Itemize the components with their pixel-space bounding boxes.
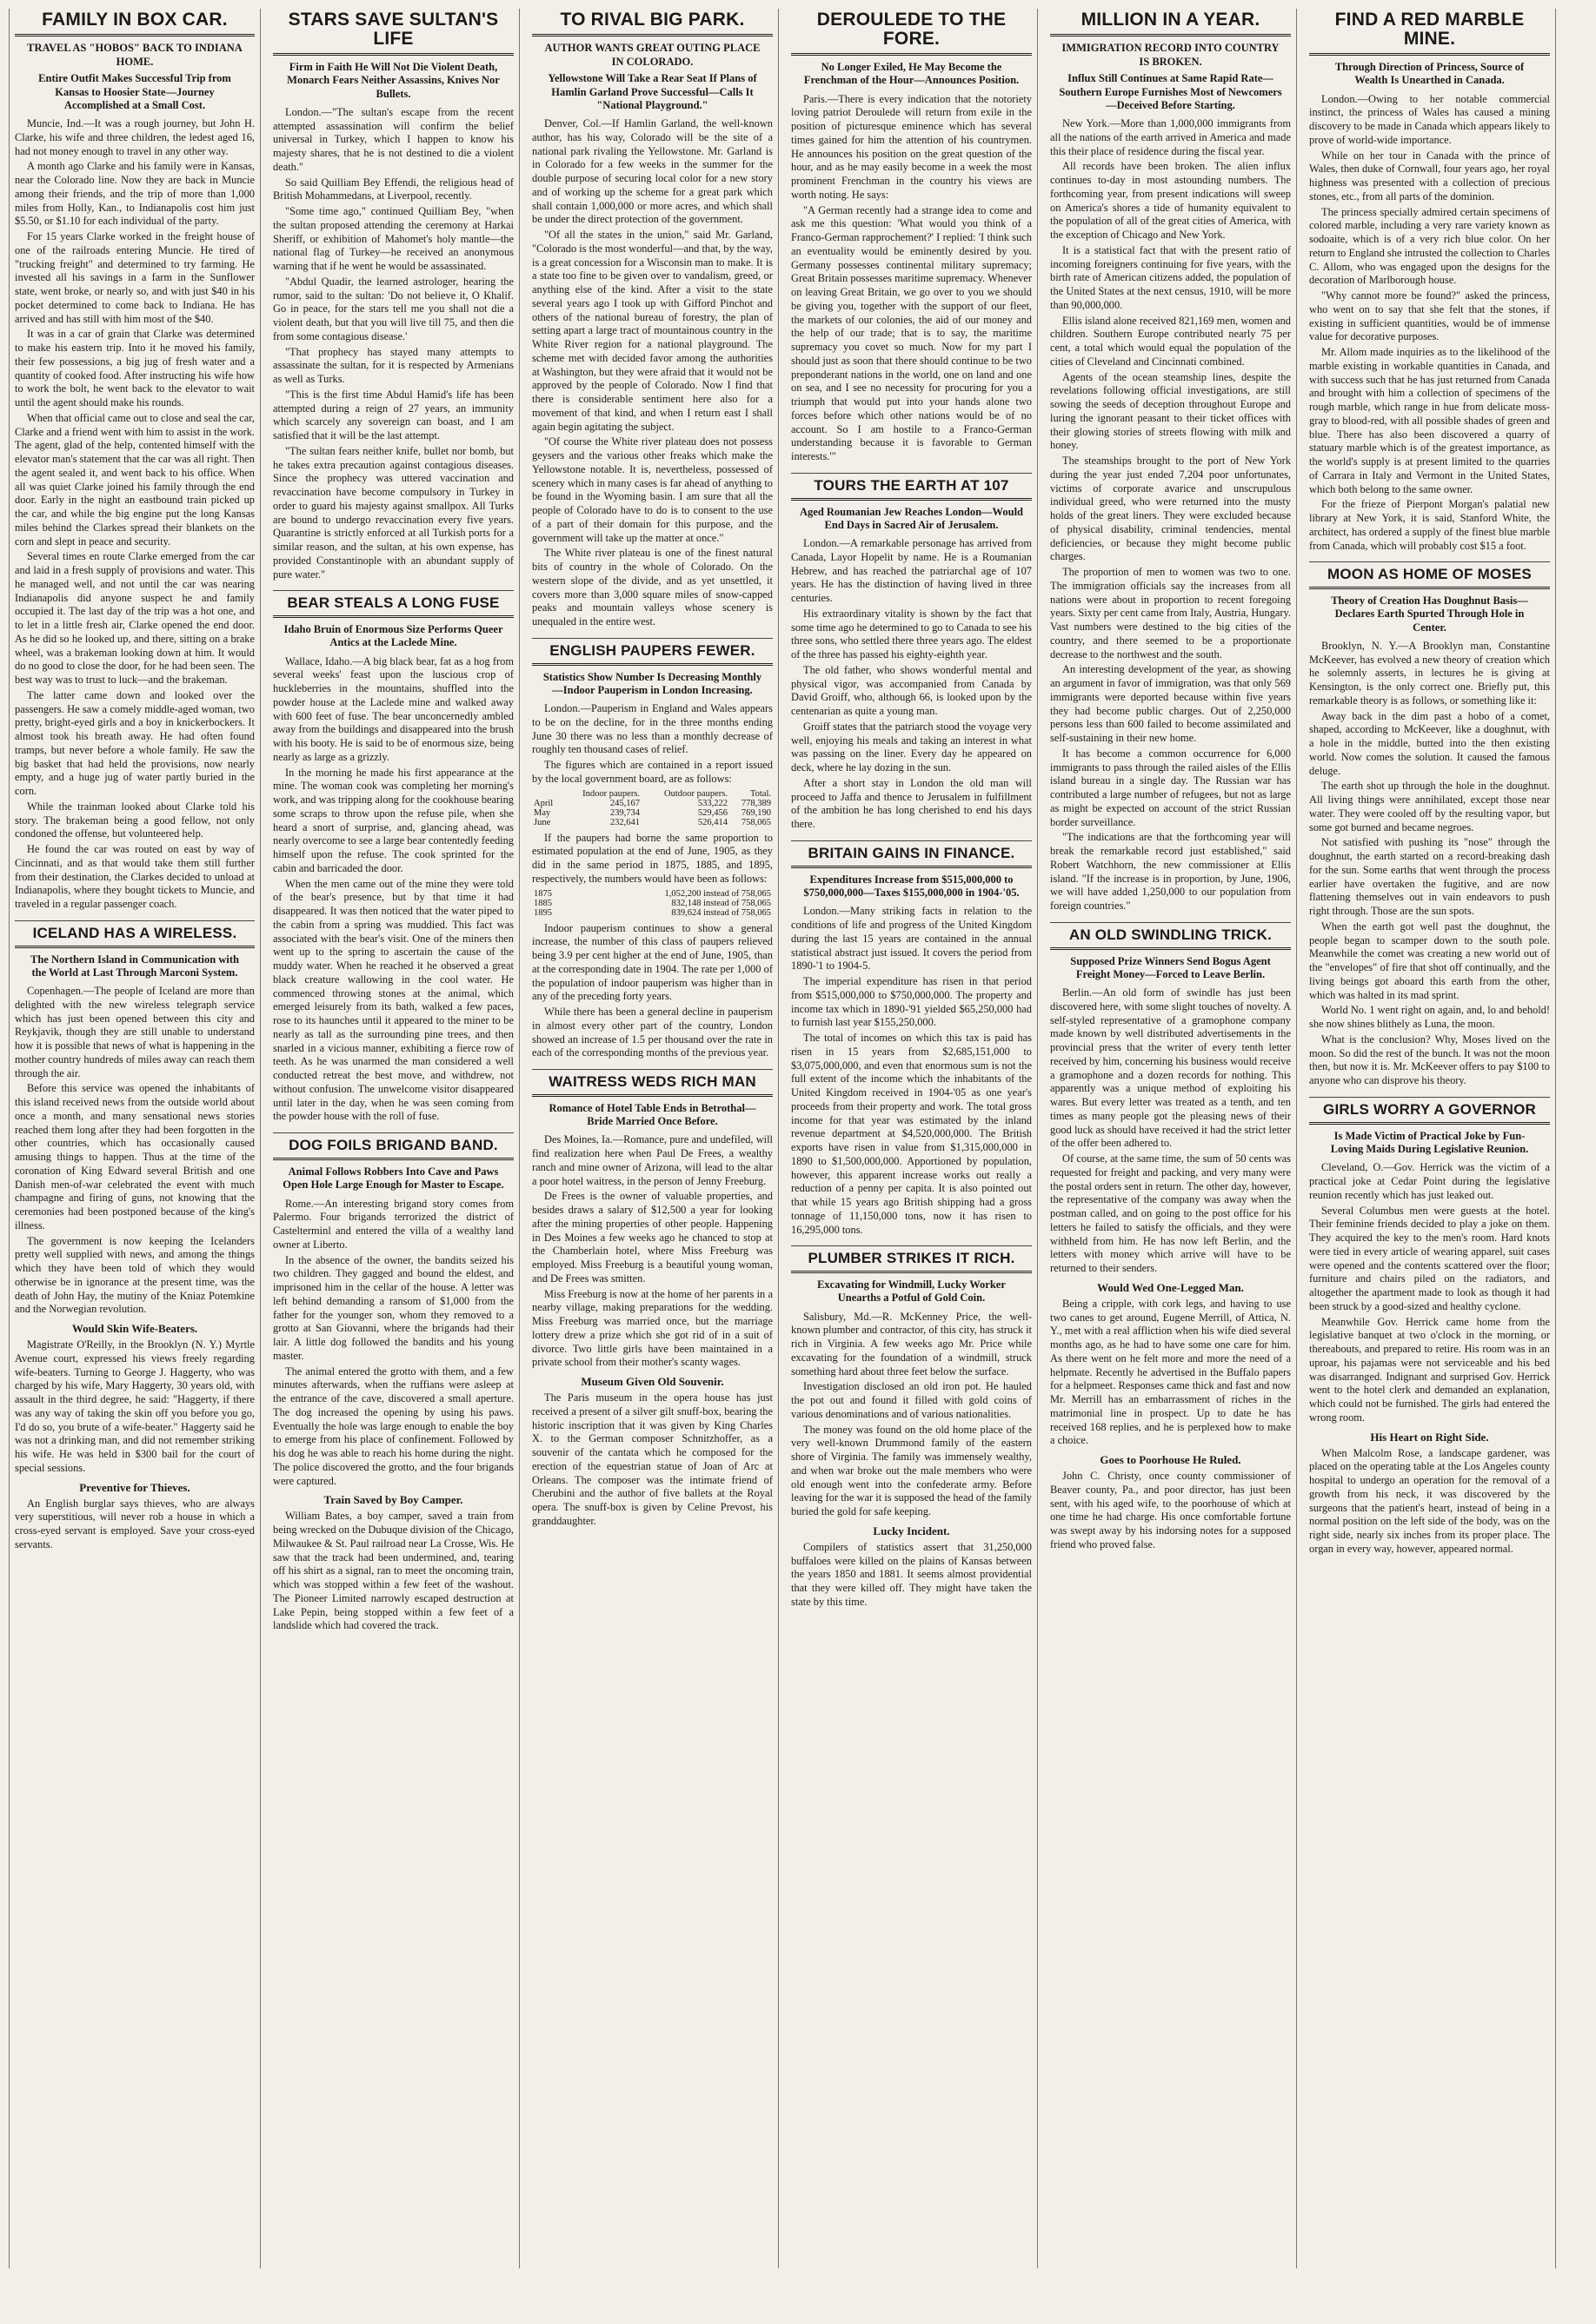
paragraph: The government is now keeping the Icelanders pretty well supplied with news, and among the things which they have been told of which they would otherwise be in ignorance at the present time, was the death of John Hay, the mutiny of the Kniaz Potemkine and the Norwegian revolution.	[15, 1234, 255, 1316]
paragraph: "Why cannot more be found?" asked the princess, who went on to say that she felt that the stones, if existing in sufficient quantities, would be of immense value for decorative purposes.	[1309, 289, 1550, 343]
table-cell: 1,052,200 instead of 758,065	[664, 888, 771, 899]
paragraph: Away back in the dim past a hobo of a comet, shaped, according to McKeever, like a doughnut, with a hole in the middle, butted into the then existing world. Now comes the solution. It caused the famous deluge.	[1309, 709, 1550, 777]
table-row	[532, 899, 773, 908]
table-header-cell: Total.	[749, 788, 771, 799]
headline-park: TO RIVAL BIG PARK.	[532, 9, 773, 37]
paragraph: "Of all the states in the union," said Mr. Garland, "Colorado is the most wonderful—and that, by the way, is a great concession for a Wisconsin man to make. It is a state too fine to be given over to vandalism, greed, or anything else of the kind. After a visit to the state several years ago I took up with Gifford Pinchot and others of the national bureau of forestry, the plan of setting apart a large tract of mountainous country in the White River region for a national playground. The scheme met with decided favor among the authorities at Washington, but they were afraid that it would not be approved by the people of Colorado. Now I find that there is considerable sentiment here also for a movement of that kind, and when I return east I shall again begin agitating the subject.	[532, 229, 773, 433]
paragraph: "Some time ago," continued Quilliam Bey, "when the sultan proposed attending the ceremony at Harkai Sheriff, or exhibition of Mahomet's holy mantle—the national flag of Turkey—he received an anonymous warning that if he went he would be assassinated.	[273, 205, 514, 273]
table-row	[532, 818, 773, 827]
table-cell: 526,414	[697, 817, 728, 827]
paragraph: In the morning he made his first appearance at the mine. The woman cook was completing her morning's work, and was tripping along for the cookhouse bearing some scraps to throw upon the refuse pile, when she heard a snort of surprise, and, glancing ahead, was nearly overcome to see a large bear contentedly feeding himself upon the refuse. The cook sprinted for the cabin and barricaded the door.	[273, 766, 514, 874]
article-body-onelegged	[1050, 1298, 1291, 1448]
article-body-poorhouse	[1050, 1470, 1291, 1552]
paragraph: "This is the first time Abdul Hamid's life has been attempted during a reign of 27 years, an immunity which scarcely any sovereign can boast, and I am satisfied that it will be the last attempt.	[273, 388, 514, 442]
subhead-tours: Aged Roumanian Jew Reaches London—Would End Days in Sacred Air of Jerusalem.	[800, 505, 1023, 531]
subhead-sultan: Firm in Faith He Will Not Die Violent Death, Monarch Fears Neither Assassins, Knives Nor Bullets.	[287, 61, 500, 100]
paragraph: Cleveland, O.—Gov. Herrick was the victim of a practical joke at Cedar Point during the legislative reunion recently which has just leaked out.	[1309, 1161, 1550, 1201]
headline-sultan: STARS SAVE SULTAN'S LIFE	[273, 9, 514, 56]
paragraph: "Abdul Quadir, the learned astrologer, hearing the rumor, said to the sultan: 'Do not believe it, O Khalif. Go in peace, for the stars tell me you shall not die a violent death, but that you will live till 75, and then die from some contagious disease.'	[273, 275, 514, 342]
column-3	[527, 9, 779, 2268]
paragraph: Denver, Col.—If Hamlin Garland, the well-known author, has his way, Colorado will be the site of a national park rivaling the Yellowstone. Mr. Garland is in Colorado for a few weeks in the summer for the double purpose of securing local color for a new story and of working up the scheme for a great park which shall contain 1,000,000 or more acres, and which shall be under the direct protection of the government.	[532, 117, 773, 226]
table-cell: 232,641	[609, 817, 641, 827]
subhead-bear: Idaho Bruin of Enormous Size Performs Queer Antics at the Laclede Mine.	[283, 623, 503, 649]
headline-plumber: PLUMBER STRIKES IT RICH.	[791, 1245, 1032, 1273]
paragraph: Several Columbus men were guests at the hotel. Their feminine friends decided to play a joke on them. They acquired the key to the men's room. Hard knots were tied in every article of wearing apparel, suit cases were opened and the contents scattered over the floor; furniture and chairs piled on the radiators, and altogether the apartment made to look as though it had been struck by a good-sized and healthy cyclone.	[1309, 1204, 1550, 1312]
paragraph: World No. 1 went right on again, and, lo and behold! she now shines blithely as Luna, the moon.	[1309, 1004, 1550, 1031]
table-cell: 832,148 instead of 758,065	[671, 898, 771, 908]
paragraph: Berlin.—An old form of swindle has just been discovered here, with some slight touches of novelty. A self-styled representative of a gramophone company made known by well distributed advertisements in the provincial press that the writer of every tenth letter received by him, concerning his business would receive a gramophone and a dozen records for nothing. This apparently was a unique method of exploiting his wares. But every letter was treated as a tenth, and ten times as many people got the pleasing news of their good luck as should have received it had the strict letter of the offer been adhered to.	[1050, 986, 1291, 1150]
subhead-wifebeaters: Would Skin Wife-Beaters.	[71, 1322, 198, 1336]
subhead-park: Yellowstone Will Take a Rear Seat If Plans of Hamlin Garland Prove Successful—Calls It "National Playground."	[548, 72, 757, 111]
headline-governor: GIRLS WORRY A GOVERNOR	[1309, 1097, 1550, 1125]
table-cell: 1895	[534, 907, 552, 918]
article-body-bear	[273, 655, 514, 1125]
article-body-heart	[1309, 1447, 1550, 1557]
article-body-snuffbox	[532, 1391, 773, 1529]
deck-million: IMMIGRATION RECORD INTO COUNTRY IS BROKEN.	[1061, 42, 1280, 68]
subhead-trainsaved: Train Saved by Boy Camper.	[323, 1493, 463, 1507]
paragraph: Rome.—An interesting brigand story comes from Palermo. Four brigands terrorized the district of Castelterminl and entered the villa of a wealthy land owner at Liberto.	[273, 1197, 514, 1251]
subhead-waitress: Romance of Hotel Table Ends in Betrothal—Bride Married Once Before.	[549, 1101, 756, 1128]
article-body-dog	[273, 1198, 514, 1489]
article-body-moses	[1309, 640, 1550, 1088]
paragraph: If the paupers had borne the same proportion to estimated population at the end of June, 1905, as they did in the same period in 1875, 1885, and 1895, respectively, the numbers would have been as follows:	[532, 831, 773, 885]
paragraph: The proportion of men to women was two to one. The immigration officials say the increases from all nations were about in proportion to recent foregoing years. Sixty per cent came from Italy, Austria, Hungary. Vast numbers were destined to the big cities of the country, and there seemed to be a proportionate decrease to the northwest and the south.	[1050, 566, 1291, 661]
paupers-table-header	[532, 789, 773, 799]
paragraph: Ellis island alone received 821,169 men, women and children. Southern Europe contributed nearly 75 per cent, a total which would equal the population of the cities of Cleveland and Cincinnati combined.	[1050, 314, 1291, 368]
paragraph: He found the car was routed on east by way of Cincinnati, and as that would take them still further from their destination, the Clarkes decided to unload at Indianapolis, where they bought tickets to Muncie, and traveled in a regular passenger coach.	[15, 843, 255, 911]
paragraph: The latter came down and looked over the passengers. He saw a comely middle-aged woman, two pretty, bright-eyed girls and a boy in knickerbockers. It almost took his breath away. He had often found tramps, but never before a whole family. He saw the big basket that had held the provisions, now nearly empty, and a huge jug of water partly buried in the corn.	[15, 688, 255, 798]
article-body-plumber	[791, 1311, 1032, 1519]
table-cell: April	[534, 798, 554, 808]
column-4	[786, 9, 1038, 2268]
table-cell: 533,222	[697, 798, 728, 808]
paragraph: Before this service was opened the inhabitants of this island received news from the outside world about once a month, and many sensational news stories reached them long after they had been forgotten in the other countries, which has occasionally caused amusing things to happen. Thus at the time of the coronation of King Edward several British and one Danish men-of-war celebrated the event with much champagne and firing of guns, not knowing that the ceremonies had been postponed because of the king's illness.	[15, 1082, 255, 1232]
paragraph: London.—Owing to her notable commercial instinct, the princess of Wales has caused a mining discovery to be made in Canada which appears likely to prove of world-wide importance.	[1309, 92, 1550, 146]
table-cell: 758,065	[741, 817, 771, 827]
subhead-governor: Is Made Victim of Practical Joke by Fun-Loving Maids During Legislative Reunion.	[1330, 1129, 1529, 1156]
article-body-trainsaved	[273, 1510, 514, 1633]
headline-deroulede: DEROULEDE TO THE FORE.	[791, 9, 1032, 56]
paragraph: "That prophecy has stayed many attempts to assassinate the sultan, for it is respected by Armenians as well as Turks.	[273, 345, 514, 386]
paragraph: "The sultan fears neither knife, bullet nor bomb, but he takes extra precaution against contagious diseases. Since the prophecy was uttered vaccination and revaccination have become compulsory in Turkey in order to guard his majesty against smallpox. All Turks are bound to undergo revaccination every five years. Quarantine is strictly enforced at all Turkish ports for a similar reason, and the sultan, at his own expense, has provided Constantinople with an abundant supply of pure water."	[273, 444, 514, 581]
headline-britain: BRITAIN GAINS IN FINANCE.	[791, 840, 1032, 868]
paragraph: Copenhagen.—The people of Iceland are more than delighted with the new wireless telegraph service which has just been opened between this city and Reykjavik, though they are still unable to understand how it is possible that news of what is happening in the mother country hundreds of miles away can reach them through the air.	[15, 985, 255, 1079]
subhead-dog: Animal Follows Robbers Into Cave and Paws Open Hole Large Enough for Master to Escape.	[283, 1165, 504, 1192]
article-body-wifebeaters	[15, 1338, 255, 1476]
paragraph: The animal entered the grotto with them, and a few minutes afterwards, when the ruffians were asleep at the entrance of the cave, discovered a small aperture. The dog increased the opening by using his paws. Eventually the hole was large enough to enable the boy to emerge from his place of confinement. Followed by his dog he was able to reach his home during the night. The police discovered the grotto, and the four brigands were captured.	[273, 1365, 514, 1487]
paragraph: Des Moines, Ia.—Romance, pure and undefiled, will find realization here when Paul De Frees, a wealthy ranch and mine owner of Arizona, will lead to the altar a poor hotel waitress, in the person of Jenny Freeburg.	[532, 1133, 773, 1187]
table-row	[532, 808, 773, 818]
paragraph: It is a statistical fact that with the present ratio of incoming foreigners continuing for five years, with the birth rate of American citizens added, the population of the United States at the next census, 1910, will be more than 90,000,000.	[1050, 243, 1291, 311]
paragraph: The figures which are contained in a report issued by the local government board, are as follows:	[532, 759, 773, 785]
article-body-paupers-2	[532, 832, 773, 886]
paragraph: An English burglar says thieves, who are always very superstitious, will never rob a house in which a cross-eyed servant is employed. Save your cross-eyed servants.	[15, 1497, 255, 1550]
headline-bear: BEAR STEALS A LONG FUSE	[273, 590, 514, 618]
table-cell: 245,167	[609, 798, 641, 808]
subhead-moses: Theory of Creation Has Doughnut Basis—Declares Earth Spurted Through Hole in Center.	[1331, 594, 1528, 634]
article-body-sultan	[273, 106, 514, 582]
paragraph: In the absence of the owner, the bandits seized his two children. They gagged and bound the eldest, and imprisoned him in the cellar of the house. A letter was left behind demanding a ransom of $1,000 from the father for the younger son, whom they removed to a grotto at San Giovanni, where the brigands had their lair. A little dog followed the bandits and his young master.	[273, 1253, 514, 1362]
paragraph: What is the conclusion? Why, Moses lived on the moon. So did the rest of the bunch. It was not the moon then, but now it is. Mr. McKeever offers to pay $100 to anyone who can disprove his theory.	[1309, 1033, 1550, 1087]
subhead-thieves: Preventive for Thieves.	[79, 1480, 190, 1494]
headline-dog: DOG FOILS BRIGAND BAND.	[273, 1132, 514, 1160]
paragraph: When the earth got well past the doughnut, the people began to scamper down to the south pole. Meanwhile the comet was creating a new world out of the "envelopes" of fire that shot off continually, and the living beings got aboard this earth from the other, which was halted in its mad sprint.	[1309, 920, 1550, 1001]
paragraph: Paris.—There is every indication that the notoriety loving patriot Deroulede will return from exile in the position of picturesque eminence which has several times gained for him the attention of his countrymen. He announces his position on the great question of the hour, and as he may easily become in a week the most prominent Frenchman in the country his views are worth noting. He says:	[791, 92, 1032, 201]
paragraph: John C. Christy, once county commissioner of Beaver county, Pa., and poor director, has just been sent, with his aged wife, to the poorhouse of which at one time he had charge. His once comfortable fortune was swept away by his indorsing notes for a supposed friend who proved false.	[1050, 1470, 1291, 1550]
table-cell: 839,624 instead of 758,065	[671, 907, 771, 918]
table-cell: June	[534, 817, 551, 827]
paragraph: Wallace, Idaho.—A big black bear, fat as a hog from several weeks' feast upon the luscious crop of huckleberries in the mountains, shuffled into the powder house at the Laclede mine and walked away with 600 feet of fuse. The bear unconcernedly ambled away from the buildings and disappeared into the brush with his booty. He is said to be of enormous size, being nearly as large as a grizzly.	[273, 654, 514, 763]
subhead-lucky: Lucky Incident.	[873, 1524, 950, 1537]
paragraph: Several times en route Clarke emerged from the car and laid in a fresh supply of provisions and water. This he managed well, and not until the car was nearing Indianapolis did anyone suspect he and family occupied it. The last day of the trip was a hot one, and to let in a little fresh air, Clarke opened the end door. As he did so he looked up, and there, sitting on a brake wheel, was a brakeman looking down at him. It would do no good to close the door, for he had been seen. The best way was to trust to luck—and the brakeman.	[15, 550, 255, 687]
paragraph: "A German recently had a strange idea to come and ask me this question: 'What would you think of a Franco-German rapprochement?' I replied: 'I think such an eventuality would be eminently desired by you. Germany possesses continental military supremacy; Great Britain possesses maritime supremacy. Whenever on leaving Great Britain, we go over to you we should be giving you, together with the support of our fleet, the markets of our colonies, the aid of our money and the help of our trade; that is to say, the maritime supremacy you covet so much. Now for my part I should just as soon that there should continue to be two preponderant nations in the world, one on land and one on sea, and I see no necessity for procuring for you a triumph that would put into your hands alone two forces before which other nations would be of no account. So I am hostile to a Franco-German understanding because it is favorable to German interests.'"	[791, 203, 1032, 463]
headline-waitress: WAITRESS WEDS RICH MAN	[532, 1069, 773, 1097]
paragraph: All records have been broken. The alien influx continues to-day in most astounding numbers. The forthcoming year, from present indications will sweep on America's shores a tide of humanity equivalent to the population of all of the great cities of America, with the exception of Chicago and New York.	[1050, 160, 1291, 242]
subhead-iceland: The Northern Island in Communication with the World at Last Through Marconi System.	[30, 953, 239, 979]
subhead-marble: Through Direction of Princess, Source of Wealth Is Unearthed in Canada.	[1334, 61, 1525, 87]
headline-marble: FIND A RED MARBLE MINE.	[1309, 9, 1550, 56]
paragraph: While the trainman looked about Clarke told his story. The brakeman being a good fellow, not only condoned the offense, but volunteered help.	[15, 800, 255, 840]
paragraph: The money was found on the old home place of the very well-known Drummond family of the eastern shore of Virginia. The family was immensely wealthy, and when war broke out the male members who were old enough went into the confederate army. Before leaving for the war it is supposed the head of the family buried the gold for safe keeping.	[791, 1423, 1032, 1518]
paragraph: While on her tour in Canada with the prince of Wales, then duke of Cornwall, four years ago, her royal highness was presented with a collection of precious stones, etc., from all parts of the dominion.	[1309, 149, 1550, 203]
paupers-table-2	[532, 889, 773, 918]
table-row	[532, 799, 773, 808]
paragraph: The earth shot up through the hole in the doughnut. All living things were annihilated, except those near water. They were cooled off by the resulting vapor, but some got burned and became negroes.	[1309, 780, 1550, 833]
headline-million: MILLION IN A YEAR.	[1050, 9, 1291, 37]
paragraph: Groiff states that the patriarch stood the voyage very well, enjoying his meals and taking an interest in what was passing on the liner. Every day he appeared on deck, where he lay dozing in the sun.	[791, 720, 1032, 774]
article-body-family	[15, 117, 255, 912]
table-cell: 1885	[534, 898, 552, 908]
headline-family: FAMILY IN BOX CAR.	[15, 9, 255, 37]
table-cell: 778,389	[741, 798, 771, 808]
paragraph: The princess specially admired certain specimens of colored marble, including a very rare variety known as sodoaite, which is of a very rich blue color. On her return to England she intrusted the collection to Charles C. Allom, who was engaged upon the designs for the decoration of Marlborough house.	[1309, 205, 1550, 287]
paragraph: For 15 years Clarke worked in the freight house of one of the railroads entering Muncie. He tired of "trucking freight" and determined to try farming. He invested all his savings in a farm in the Sunflower state, went broke, or nearly so, and with just $40 in his pocket determined to come back to Indiana. He has arrived and has still with him most of the $40.	[15, 230, 255, 325]
table-cell: 239,734	[609, 807, 641, 818]
paragraph: An interesting development of the year, as showing an argument in favor of immigration, was that only 569 immigrants were deported because within five years they had become public charges. Out of 2,250,000 persons less than 600 failed to become assimilated and self-sustaining in their new home.	[1050, 663, 1291, 745]
paragraph: Mr. Allom made inquiries as to the likelihood of the marble existing in workable quantities in Canada, and with success such that he has just returned from Canada and brought with him a collection of specimens of the rough marble, which range in hue from delicate moss-gray to blood-red, with all possible shades of green and blue. There has also been discovered a quarry of statuary marble which is of the greatest importance, as the world's supply is at present limited to the quarries of Carrara in Italy and Vermont in the United States, which both belong to the same owner.	[1309, 346, 1550, 495]
article-body-waitress	[532, 1133, 773, 1370]
paragraph: Agents of the ocean steamship lines, despite the revelations following official investigations, are still sowing the seeds of deception throughout Europe and luring the ignorant peasant to their ticket offices with their glowing stories of streets flowing with milk and honey.	[1050, 370, 1291, 452]
table-cell: May	[534, 807, 551, 818]
headline-tours: TOURS THE EARTH AT 107	[791, 473, 1032, 501]
article-body-deroulede	[791, 93, 1032, 464]
paragraph: Brooklyn, N. Y.—A Brooklyn man, Constantine McKeever, has evolved a new theory of creation which he solemnly asserts, in lectures he is giving at Kensington, is the only correct one. Briefly put, this remarkable theory is as follows, or something like it:	[1309, 639, 1550, 707]
column-1	[9, 9, 261, 2268]
column-2	[268, 9, 520, 2268]
paragraph: Salisbury, Md.—R. McKenney Price, the well-known plumber and contractor, of this city, has struck it rich in Virginia. A few weeks ago Mr. Price while excavating for the foundation of a windmill, struck something hard about three feet below the surface.	[791, 1310, 1032, 1378]
subhead-poorhouse: Goes to Poorhouse He Ruled.	[1100, 1453, 1241, 1467]
column-6	[1304, 9, 1556, 2268]
article-body-governor	[1309, 1161, 1550, 1424]
paragraph: When the men came out of the mine they were told of the bear's presence, but by that time it had disappeared. It was then noticed that the water piped to the cabin from a spring was muddied. This fact was associated with the bear's visit. One of the miners then went up to the spring to ascertain the cause of the muddy water. When he reached it he observed a great black creature wallowing in the cool water. He commenced throwing stones at the animal, which emerged leisurely from its bath, walked a few paces, rose to its haunches until it appeared to the miner to be nearly as tall as the surrounding pine trees, and then snarled in a vicious manner, exhibiting a fierce row of teeth. As he was unarmed the man considered a well conducted retreat the best move, and withdrew, not without confusion. The unwelcome visitor disappeared until later in the day, when he was seen coming from the powder house with the roll of fuse.	[273, 877, 514, 1123]
subhead-snuffbox: Museum Given Old Souvenir.	[581, 1375, 724, 1389]
paragraph: It has become a common occurrence for 6,000 immigrants to pass through the railed aisles of the Ellis island bureau in a single day. The Russian war has contributed a large number of refugees, but not as large as might be expected on account of the strict Russian border surveillance.	[1050, 747, 1291, 828]
paragraph: For the frieze of Pierpont Morgan's palatial new library at New York, it is said, Stanford White, the architect, has ordered a supply of the finest blue marble from Canada, which will probably cost $15 a foot.	[1309, 498, 1550, 552]
paragraph: Of course, at the same time, the sum of 50 cents was requested for freight and packing, and very many were the postal orders sent in return. The other day, however, the representative of the company was away when the postman called, and on going to the post office for his letters he failed to satisfy the officials, and they were withheld from him. He has now left Berlin, and the letters with money which arrive will have to be returned to their senders.	[1050, 1152, 1291, 1275]
paragraph: New York.—More than 1,000,000 immigrants from all the nations of the earth arrived in America and made this their place of residence during the fiscal year.	[1050, 117, 1291, 157]
paragraph: London.—Many striking facts in relation to the conditions of life and progress of the United Kingdom during the last 15 years are contained in the annual statistical abstract just issued. It covers the period from 1890-'1 to 1904-5.	[791, 905, 1032, 973]
paragraph: A month ago Clarke and his family were in Kansas, near the Colorado line. Now they are back in Muncie among their friends, and the trip of more than 1,000 miles from Holly, Kan., to Indianapolis cost him just $5.50, or $1.10 for each individual of the party.	[15, 160, 255, 228]
table-header-cell: Indoor paupers.	[582, 788, 641, 799]
paragraph: The total of incomes on which this tax is paid has risen in 15 years from $2,685,151,000 to $3,075,000,000, and even that enormous sum is not the full extent of the income which the inhabitants of the United Kingdom received in 1904-'05 as one year's proceeds from their property and work. The total gross income for that year was estimated by the inland revenue department at $4,520,000,000. The British exports have risen in value from $1,315,000,000 in 1890 to $1,500,000,000. Apportioned by population, however, this apparent increase works out really a reduction of a penny per capita. It is also pointed out that while 15 years ago British shipping had a gross tonnage of 11,150,000 tons, now it has risen to 16,295,000 tons.	[791, 1032, 1032, 1236]
paragraph: His extraordinary vitality is shown by the fact that some time ago he determined to go to Canada to see his three sons, who settled there three years ago. The eldest of the three has passed his eighty-eighth year.	[791, 607, 1032, 661]
subhead-deroulede: No Longer Exiled, He May Become the Frenchman of the Hour—Announces Position.	[803, 61, 1020, 87]
subhead-britain: Expenditures Increase from $515,000,000 to $750,000,000—Taxes $155,000,000 in 1904-'05.	[803, 873, 1020, 900]
paragraph: Being a cripple, with cork legs, and having to use two canes to get around, Eugene Merrill, of Attica, N. Y., met with a real affliction when his wife died several months ago, as he had to have some one care for him. As there went on he felt more and more the need of a helpmate. Recently he advertised in the Buffalo papers for a helpmeet. Responses came thick and fast and now Mr. Merrill has an embarrassment of riches in the matrimonial line in prospect. Up to date he has received 168 replies, and he is perplexed how to make a choice.	[1050, 1297, 1291, 1447]
paragraph: London.—Pauperism in England and Wales appears to be on the decline, for in the three months ending June 30 there was no less than a monthly decrease of roughly ten thousand cases of relief.	[532, 702, 773, 756]
subhead-plumber: Excavating for Windmill, Lucky Worker Unearths a Potful of Gold Coin.	[817, 1278, 1006, 1305]
table-row	[532, 908, 773, 918]
headline-swindling: AN OLD SWINDLING TRICK.	[1050, 922, 1291, 950]
article-body-britain	[791, 905, 1032, 1237]
paragraph: Muncie, Ind.—It was a rough journey, but John H. Clarke, his wife and three children, the ledest aged 16, had not money enough to travel in any other way.	[15, 117, 255, 157]
subhead-heart: His Heart on Right Side.	[1370, 1430, 1489, 1444]
headline-moses: MOON AS HOME OF MOSES	[1309, 561, 1550, 589]
column-5	[1045, 9, 1297, 2268]
paragraph: Not satisfied with pushing its "nose" through the doughnut, the earth started on a record-breaking dash for the sun. Some earths that went through the process earlier have overtaken the fugitive, and are now flattening themselves out in vain endeavors to push right through. Those are the sun spots.	[1309, 836, 1550, 918]
paragraph: Indoor pauperism continues to show a general increase, the number of this class of paupers relieved being 3.9 per cent higher at the end of June, 1905, than at the corresponding date in 1904. The rate per 1,000 of the population of indoor pauperism was higher than in any of the preceding forty years.	[532, 921, 773, 1003]
article-body-lucky	[791, 1541, 1032, 1610]
paragraph: De Frees is the owner of valuable properties, and besides draws a salary of $12,500 a year for looking after the mining properties of other people. Happening in Des Moines a few weeks ago he chanced to stop at the Chamberlain hotel, where Miss Freeburg was employed. Miss Freeburg is a beautiful young woman, and De Frees was smitten.	[532, 1190, 773, 1285]
paupers-table	[532, 789, 773, 827]
paragraph: When that official came out to close and seal the car, Clarke and a friend went with him to assist in the work. The agent, glad of the help, contented himself with the elevator man's statement that the car was all right. Then the agent sealed it, and went back to his office. When all was quiet Clarke joined his family through the end door. Early in the night an eastbound train picked up the car, and while the big engine put the long Kansas miles behind the Clarkes spread their blankets on the corn and slept in peace and security.	[15, 411, 255, 548]
paragraph: The old father, who shows wonderful mental and physical vigor, was accompanied from Canada by David Groiff, who, although 66, is looked upon by the centenarian as quite a young man.	[791, 663, 1032, 718]
paragraph: The imperial expenditure has risen in that period from $515,000,000 to $750,000,000. The property and income tax which in 1890-'91 yielded $65,250,000 had to furnish last year $155,250,000.	[791, 975, 1032, 1029]
article-body-thieves	[15, 1497, 255, 1552]
table-header-cell	[532, 789, 562, 799]
paragraph: When Malcolm Rose, a landscape gardener, was placed on the operating table at the Los Angeles county hospital to undergo an operation for the removal of a growth from his neck, it was discovered by the surgeons that the patient's heart, instead of being in a normal position on the left side of the body, was on the right side, nearly six inches from its proper place. The organ in every way, however, appeared normal.	[1309, 1446, 1550, 1555]
headline-paupers: ENGLISH PAUPERS FEWER.	[532, 638, 773, 666]
deck-family: TRAVEL AS "HOBOS" BACK TO INDIANA HOME.	[27, 42, 243, 68]
subhead-onelegged: Would Wed One-Legged Man.	[1097, 1280, 1244, 1294]
paragraph: So said Quilliam Bey Effendi, the religious head of British Mohammedans, at Liverpool, recently.	[273, 176, 514, 203]
article-body-million	[1050, 117, 1291, 913]
table-header-cell: Outdoor paupers.	[664, 788, 728, 799]
paragraph: Magistrate O'Reilly, in the Brooklyn (N. Y.) Myrtle Avenue court, expressed his views freely regarding wife-beaters. Turning to George J. Haggerty, who was charged by his wife, Mary Haggerty, 30 years old, with assault in the third degree, he said: "Haggerty, if there was any way of taking the skin off you before you go, I'd do so, you brute of a wife-beater." Haggerty said he was not a drinking man, and did not remember striking his wife. He was held in $300 bail for the court of special sessions.	[15, 1338, 255, 1474]
paragraph: Compilers of statistics assert that 31,250,000 buffaloes were killed on the plains of Kansas between the years 1850 and 1881. It seems almost providential that they were killed off. They might have taken the state by this time.	[791, 1540, 1032, 1608]
paragraph: The steamships brought to the port of New York during the year just ended 7,204 poor unfortunates, victims of corporate avarice and unscrupulous individual greed, who were returned into the musty holds of the great liners. They were excluded because of physical disability, criminal tendencies, mental deficiencies, or because they might become public charges.	[1050, 455, 1291, 563]
subhead-paupers: Statistics Show Number Is Decreasing Monthly—Indoor Pauperism in London Increasing.	[542, 670, 762, 696]
newspaper-page	[9, 9, 1587, 2307]
paragraph: London.—"The sultan's escape from the recent attempted assassination will confirm the belief universal in Turkey, which I happen to know his majesty shares, that he is not destined to die a violent death."	[273, 105, 514, 173]
paragraph: William Bates, a boy camper, saved a train from being wrecked on the Dubuque division of the Chicago, Milwaukee & St. Paul railroad near La Crosse, Wis. He saw that the track had been undermined, and, tearing off his shirt as a signal, ran to meet the oncoming train, which was stopped within a few feet of the washout. The Pioneer Limited narrowly escaped destruction at Lake Pepin, being stopped within a few feet of a landslide which had covered the track.	[273, 1510, 515, 1632]
paragraph: "The indications are that the forthcoming year will break the remarkable record just established," said Robert Watchhorn, the new commissioner at Ellis island. "If the increase is in proportion, by June, 1906, we will have added 1,250,000 to our population from foreign countries."	[1050, 831, 1291, 913]
paragraph: Miss Freeburg is now at the home of her parents in a nearby village, making preparations for the wedding. Miss Freeburg was married once, but the marriage lottery drew a prize which she got rid of in a suit of divorce. Two little girls have been maintained in a private school from their mother's scanty wages.	[532, 1287, 773, 1369]
subhead-million: Influx Still Continues at Same Rapid Rate—Southern Europe Furnishes Most of Newcomers—Deceived Before Starting.	[1059, 72, 1282, 111]
table-cell: 529,456	[697, 807, 728, 818]
paragraph: Investigation disclosed an old iron pot. He hauled the pot out and found it filled with gold coins of various denominations and of various nationalities.	[791, 1380, 1032, 1420]
article-body-swindling	[1050, 986, 1291, 1276]
article-body-iceland	[15, 985, 255, 1317]
article-body-marble	[1309, 93, 1550, 554]
table-row	[532, 889, 773, 899]
deck-park: AUTHOR WANTS GREAT OUTING PLACE IN COLORADO.	[544, 42, 761, 68]
paragraph: London.—A remarkable personage has arrived from Canada, Layor Hopelit by name. He is a Roumanian Hebrew, and has reached the patriarchal age of 107 years. He has the distinction of having lived in three centuries.	[791, 537, 1032, 605]
article-body-tours	[791, 537, 1032, 832]
paragraph: After a short stay in London the old man will proceed to Jaffa and thence to Jerusalem in fulfillment of the ambition he has long cherished to end his days there.	[791, 776, 1032, 831]
paragraph: The White river plateau is one of the finest natural bits of country in the whole of Colorado. On the western slope of the divide, and as yet unsettled, it covers more than 3,000 square miles of snow-capped peaks and mountain valleys whose scenery is unequaled in the entire west.	[532, 547, 773, 628]
paragraph: It was in a car of grain that Clarke was determined to make his eastern trip. Into it he moved his family, their few possessions, a big jug of fresh water and a quantity of cooked food. After instructing his wife how to work the bolt, he went back to the elevator to wait until the agent should make his rounds.	[15, 328, 255, 409]
paragraph: "Of course the White river plateau does not possess geysers and the various other freaks which make the Yellowstone notable. It is, nevertheless, possessed of scenery which in many cases is far ahead of anything to be found in the Wyoming basin. I am sure that all the people of Colorado have to do is to consent to the use of a part of their domain for this purpose, and the government will take up the matter at once."	[532, 435, 773, 544]
headline-iceland: ICELAND HAS A WIRELESS.	[15, 920, 255, 948]
paragraph: Meanwhile Gov. Herrick came home from the legislative banquet at two o'clock in the morning, or thereabouts, and prepared to retire. His room was in an uproar, his pajamas were not serviceable and his bed was disarranged. Indignant and surprised Gov. Herrick went to the hotel clerk and demanded an explanation, which could not be furnished. The girls had entered the wrong room.	[1309, 1315, 1550, 1424]
article-body-paupers-3	[532, 922, 773, 1061]
article-body-paupers	[532, 702, 773, 787]
paragraph: The Paris museum in the opera house has just received a present of a silver gilt snuff-box, bearing the historic inscription that it was given by King Charles X. to the German composer Schnitzhoffer, as a souvenir of the cantata which he composed for the erection of the equestrian statue of Joan of Arc at Orleans. The composer was the intimate friend of Cherubini and the author of five ballets at the Royal opera. The snuff-box is given by Celine Prevost, his granddaughter.	[532, 1391, 773, 1527]
subhead-swindling: Supposed Prize Winners Send Bogus Agent Freight Money—Forced to Leave Berlin.	[1070, 954, 1271, 980]
article-body-park	[532, 117, 773, 629]
paragraph: While there has been a general decline in pauperism in almost every other part of the country, London showed an increase of 1.5 per thousand over the rate in each of the corresponding months of the previous year.	[532, 1006, 773, 1059]
subhead-family: Entire Outfit Makes Successful Trip from Kansas to Hoosier State—Journey Accomplished at a Small Cost.	[38, 72, 231, 111]
table-cell: 769,190	[741, 807, 771, 818]
table-cell: 1875	[534, 888, 552, 899]
